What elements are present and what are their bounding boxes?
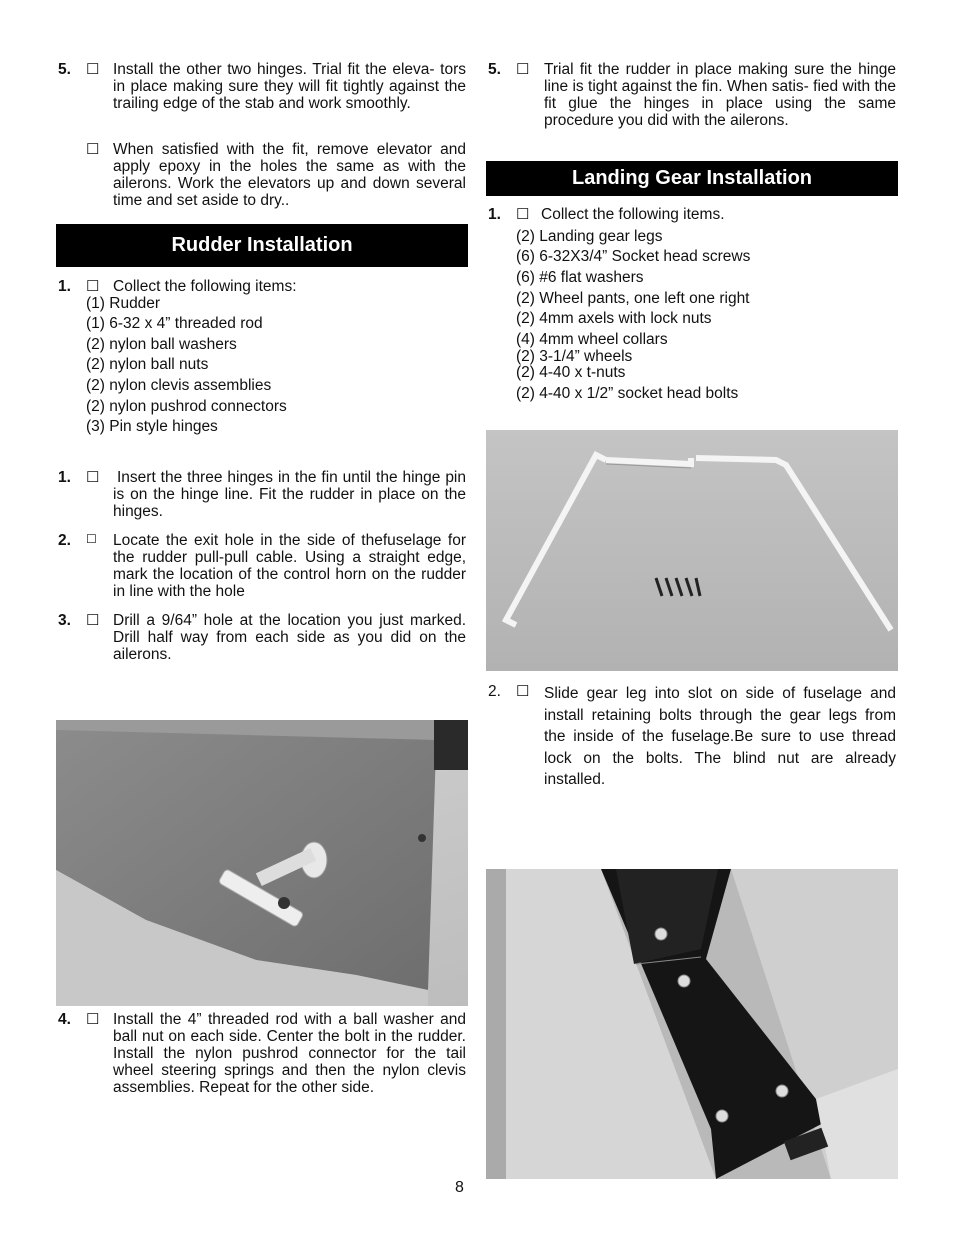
step-number: 2. (488, 683, 501, 700)
rudder-photo (56, 720, 468, 1006)
step-number: 1. (488, 206, 501, 223)
checkbox-icon[interactable]: ☐ (86, 469, 100, 486)
step-text: Drill a 9/64” hole at the location you just marked. Drill half way from each side as you did on the ailerons. (113, 612, 466, 663)
landing-gear-installation-heading: Landing Gear Installation (486, 161, 898, 196)
checkbox-icon[interactable]: ☐ (516, 206, 530, 223)
list-item: (1) 6-32 x 4” threaded rod (86, 315, 263, 332)
step-text: Install the 4” threaded rod with a ball washer and ball nut on each side. Center the bolt in the rudder. Install the nylon pushrod connector for the tail wheel steering springs and then the nylon clevis assemblies. Repeat for the other side. (113, 1011, 466, 1096)
list-item: (2) 4mm axels with lock nuts (516, 310, 712, 327)
checkbox-icon[interactable]: ☐ (86, 1011, 100, 1028)
landing-gear-photo-illustration (486, 430, 898, 671)
step-number: 4. (58, 1011, 71, 1028)
checkbox-icon[interactable]: ☐ (516, 683, 530, 700)
list-item: (2) nylon pushrod connectors (86, 398, 287, 415)
list-item: (2) 4-40 x 1/2” socket head bolts (516, 385, 739, 402)
list-item: (3) Pin style hinges (86, 418, 218, 435)
list-item: (6) #6 flat washers (516, 269, 644, 286)
landing-gear-photo (486, 430, 898, 671)
checkbox-icon[interactable]: ☐ (86, 61, 100, 78)
fuselage-photo-illustration (486, 869, 898, 1179)
list-item: (2) Landing gear legs (516, 228, 663, 245)
step-text: Locate the exit hole in the side of thefuselage for the rudder pull-pull cable. Using a straight edge, mark the location of the control horn on the rudder in line with the hole (113, 532, 466, 600)
list-item: (2) Wheel pants, one left one right (516, 290, 750, 307)
list-item: (2) nylon ball washers (86, 336, 237, 353)
step-text: Collect the following items. (541, 206, 725, 223)
checkbox-icon[interactable]: ☐ (86, 532, 97, 546)
list-item: (6) 6-32X3/4” Socket head screws (516, 248, 751, 265)
step-text: Install the other two hinges. Trial fit the eleva- tors in place making sure they will fit tightly against the trailing edge of the stab and work smoothly. (113, 61, 466, 112)
list-item: (4) 4mm wheel collars (516, 331, 668, 348)
step-text: Slide gear leg into slot on side of fuselage and install retaining bolts through the gear legs from the inside of the fuselage.Be sure to use thread lock on the bolts. The blind nut are already installed. (544, 685, 896, 788)
list-item: (2) nylon ball nuts (86, 356, 209, 373)
fuselage-gear-mount-photo (486, 869, 898, 1179)
list-item: (2) 4-40 x t-nuts (516, 364, 626, 381)
step-number: 1. (58, 469, 71, 486)
checkbox-icon[interactable]: ☐ (516, 61, 530, 78)
step-text: Insert the three hinges in the fin until the hinge pin is on the hinge line. Fit the rudder in place on the hinges. (113, 469, 466, 520)
step-number: 2. (58, 532, 71, 549)
step-text: Collect the following items: (113, 278, 297, 295)
step-number: 1. (58, 278, 71, 295)
checkbox-icon[interactable]: ☐ (86, 141, 100, 158)
list-item: (2) nylon clevis assemblies (86, 377, 272, 394)
rudder-installation-heading: Rudder Installation (56, 224, 468, 267)
list-item: (1) Rudder (86, 295, 161, 312)
checkbox-icon[interactable]: ☐ (86, 612, 100, 629)
step-number: 5. (58, 61, 71, 78)
page-number: 8 (455, 1179, 464, 1196)
step-text: Trial fit the rudder in place making sure the hinge line is tight against the fin. When satis- fied with the fit glue the hinges in place using the same procedure you did with the ailerons. (544, 61, 896, 129)
rudder-photo-illustration (56, 720, 468, 1006)
step-number: 5. (488, 61, 501, 78)
step-number: 3. (58, 612, 71, 629)
step-text: When satisfied with the fit, remove elevator and apply epoxy in the holes the same as with the ailerons. Work the elevators up and down several time and set aside to dry.. (113, 141, 466, 209)
list-item: (2) 3-1/4” wheels (516, 348, 633, 365)
checkbox-icon[interactable]: ☐ (86, 278, 100, 295)
